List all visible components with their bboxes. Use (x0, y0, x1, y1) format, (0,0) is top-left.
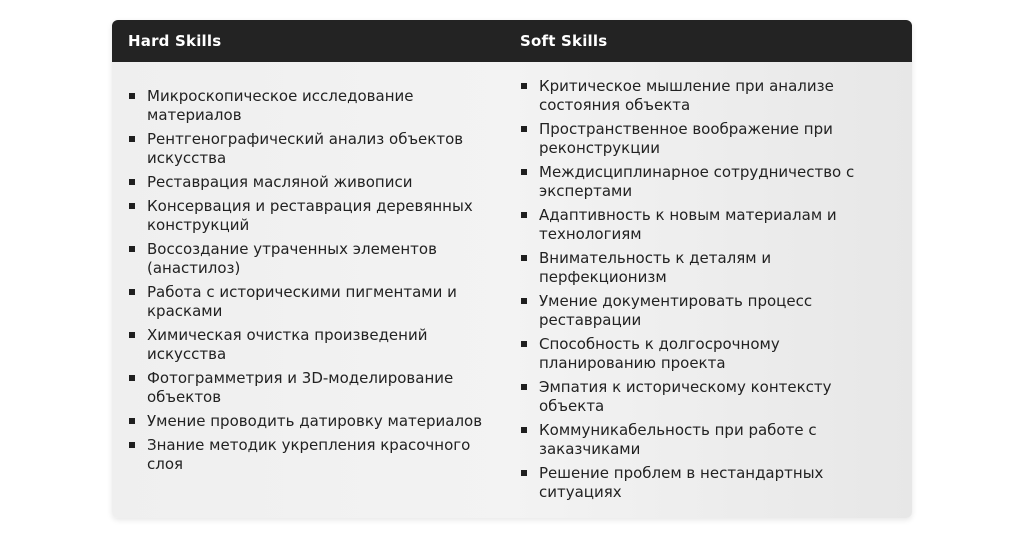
list-item-label: Адаптивность к новым материалам и технологиям (539, 206, 837, 243)
list-item-label: Реставрация масляной живописи (147, 173, 413, 191)
list-item (520, 335, 890, 373)
square-bullet-icon (129, 246, 135, 252)
list-item (128, 130, 498, 168)
list-item (128, 436, 498, 474)
list-item (128, 412, 498, 431)
square-bullet-icon (521, 341, 527, 347)
list-item-label: Работа с историческими пигментами и красками (147, 283, 457, 320)
list-item (128, 326, 498, 364)
list-item (520, 464, 890, 502)
skills-table (112, 20, 912, 518)
square-bullet-icon (521, 298, 527, 304)
square-bullet-icon (129, 442, 135, 448)
square-bullet-icon (129, 93, 135, 99)
list-item (128, 197, 498, 235)
soft-skills-list (520, 77, 890, 507)
square-bullet-icon (129, 418, 135, 424)
list-item-label: Внимательность к деталям и перфекционизм (539, 249, 772, 286)
list-item-label: Умение проводить датировку материалов (147, 412, 483, 430)
list-item (520, 249, 890, 287)
list-item-label: Решение проблем в нестандартных ситуациях (539, 464, 824, 501)
square-bullet-icon (521, 126, 527, 132)
list-item-label: Фотограмметрия и 3D-моделирование объектов (147, 369, 454, 406)
hard-skills-heading: Hard Skills (128, 32, 222, 50)
square-bullet-icon (521, 427, 527, 433)
list-item (128, 240, 498, 278)
list-item-label: Критическое мышление при анализе состояния объекта (539, 77, 834, 114)
square-bullet-icon (129, 136, 135, 142)
square-bullet-icon (129, 289, 135, 295)
list-item (520, 206, 890, 244)
list-item (520, 163, 890, 201)
list-item (520, 120, 890, 158)
list-item (128, 87, 498, 125)
list-item-label: Междисциплинарное сотрудничество с экспертами (539, 163, 855, 200)
list-item-label: Консервация и реставрация деревянных конструкций (147, 197, 473, 234)
square-bullet-icon (521, 169, 527, 175)
list-item-label: Пространственное воображение при реконструкции (539, 120, 833, 157)
list-item (520, 378, 890, 416)
square-bullet-icon (521, 384, 527, 390)
list-item (128, 369, 498, 407)
square-bullet-icon (521, 83, 527, 89)
list-item-label: Эмпатия к историческому контексту объекта (539, 378, 832, 415)
list-item-label: Коммуникабельность при работе с заказчиками (539, 421, 817, 458)
list-item-label: Химическая очистка произведений искусства (147, 326, 428, 363)
list-item (128, 283, 498, 321)
list-item (520, 421, 890, 459)
square-bullet-icon (521, 255, 527, 261)
list-item-label: Микроскопическое исследование материалов (147, 87, 414, 124)
list-item-label: Рентгенографический анализ объектов искусства (147, 130, 464, 167)
list-item (520, 77, 890, 115)
square-bullet-icon (521, 470, 527, 476)
square-bullet-icon (521, 212, 527, 218)
list-item (128, 173, 498, 192)
soft-skills-heading: Soft Skills (520, 32, 608, 50)
table-header (112, 20, 912, 62)
list-item-label: Воссоздание утраченных элементов (анастилоз) (147, 240, 437, 277)
list-item-label: Способность к долгосрочному планированию проекта (539, 335, 780, 372)
square-bullet-icon (129, 375, 135, 381)
square-bullet-icon (129, 203, 135, 209)
square-bullet-icon (129, 332, 135, 338)
list-item (520, 292, 890, 330)
list-item-label: Умение документировать процесс реставрации (539, 292, 813, 329)
hard-skills-list (128, 87, 498, 479)
list-item-label: Знание методик укрепления красочного слоя (147, 436, 471, 473)
square-bullet-icon (129, 179, 135, 185)
